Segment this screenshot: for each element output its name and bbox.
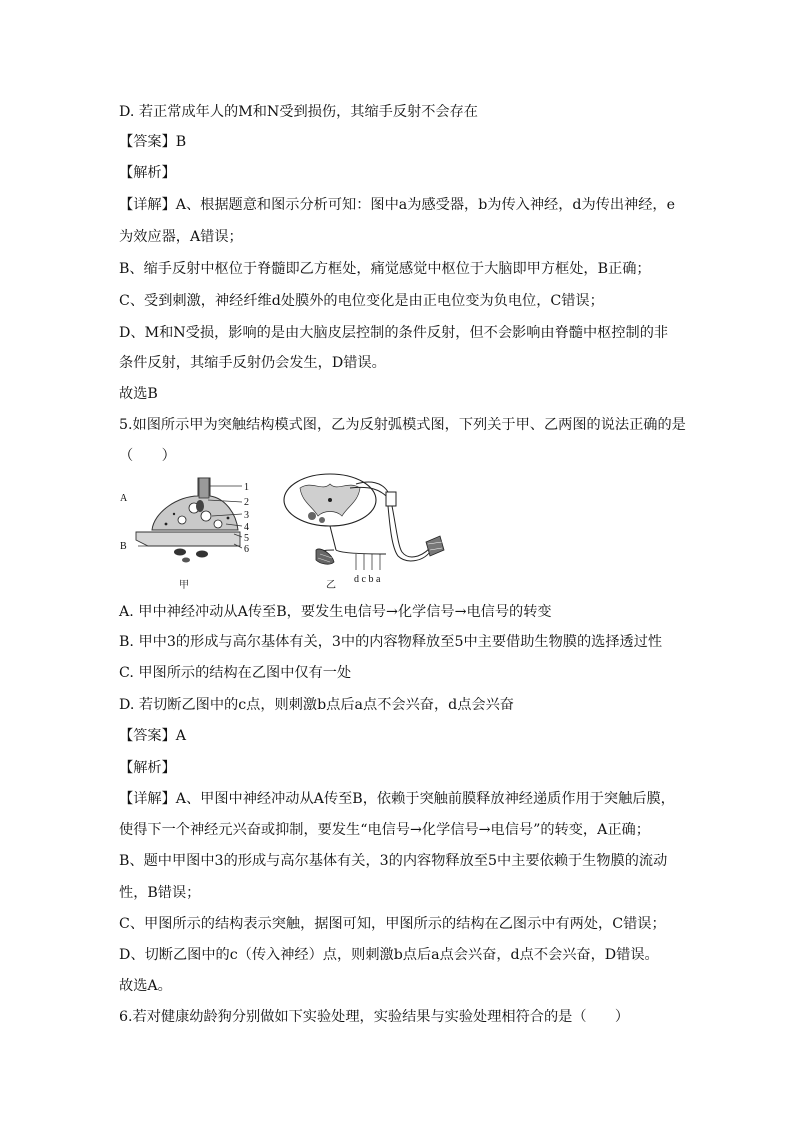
question-6-stem: 6.若对健康幼龄狗分别做如下实验处理，实验结果与实验处理相符合的是（ ） — [119, 1009, 630, 1025]
label-b: B — [120, 541, 127, 552]
explanation-line: C、甲图所示的结构表示突触，据图可知，甲图所示的结构在乙图示中有两处，C错误； — [119, 916, 666, 932]
option-d-previous: D. 若正常成年人的M和N受到损伤，其缩手反射不会存在 — [119, 104, 478, 120]
synapse-diagram-jia — [116, 472, 276, 592]
number-4: 4 — [244, 522, 249, 533]
number-2: 2 — [244, 497, 249, 508]
explanation-line: C、受到刺激，神经纤维d处膜外的电位变化是由正电位变为负电位，C错误； — [119, 293, 604, 309]
explanation-line: B、题中甲图中3的形成与高尔基体有关，3的内容物释放至5中主要依赖于生物膜的流动 — [119, 853, 668, 869]
number-5: 5 — [244, 533, 249, 544]
explanation-line: B、缩手反射中枢位于脊髓即乙方框处，痛觉感觉中枢位于大脑即甲方框处，B正确； — [119, 261, 651, 277]
explanation-line: 条件反射，其缩手反射仍会发生，D错误。 — [119, 355, 386, 371]
reflex-arc-diagram-yi — [278, 470, 448, 594]
option-d: D. 若切断乙图中的c点，则刺激b点后a点不会兴奋，d点会兴奋 — [119, 697, 514, 713]
caption-jia: 甲 — [179, 580, 189, 591]
conclusion-line: 故选A。 — [119, 978, 172, 994]
explanation-line: 使得下一个神经元兴奋或抑制，要发生“电信号→化学信号→电信号”的转变，A正确； — [119, 822, 650, 838]
label-a: A — [120, 493, 128, 504]
explanation-line: 性，B错误； — [119, 885, 201, 901]
explanation-line: 【详解】A、根据题意和图示分析可知：图中a为感受器，b为传入神经，d为传出神经，e — [119, 197, 676, 213]
conclusion-line: 故选B — [119, 386, 158, 402]
caption-yi: 乙 — [326, 580, 336, 591]
answer-label: 【答案】B — [119, 134, 187, 150]
explanation-line: D、切断乙图中的c（传入神经）点，则刺激b点后a点会兴奋，d点不会兴奋，D错误。 — [119, 947, 659, 963]
analysis-label: 【解析】 — [119, 165, 176, 181]
number-3: 3 — [244, 510, 249, 521]
option-b: B. 甲中3的形成与高尔基体有关，3中的内容物释放至5中主要借助生物膜的选择透过性 — [119, 634, 663, 650]
number-1: 1 — [244, 482, 249, 493]
question-5-bracket: （ ） — [119, 448, 176, 464]
analysis-label: 【解析】 — [119, 760, 176, 776]
option-a: A. 甲中神经冲动从A传至B，要发生电信号→化学信号→电信号的转变 — [119, 604, 552, 620]
answer-label: 【答案】A — [119, 728, 186, 744]
point-labels: d c b a — [354, 574, 381, 585]
question-5-stem: 5.如图所示甲为突触结构模式图，乙为反射弧模式图，下列关于甲、乙两图的说法正确的是 — [119, 417, 686, 433]
explanation-line: 【详解】A、甲图中神经冲动从A传至B，依赖于突触前膜释放神经递质作用于突触后膜， — [119, 791, 675, 807]
explanation-line: D、M和N受损，影响的是由大脑皮层控制的条件反射，但不会影响由脊髓中枢控制的非 — [119, 325, 669, 341]
option-c: C. 甲图所示的结构在乙图中仅有一处 — [119, 665, 352, 681]
explanation-line: 为效应器，A错误； — [119, 229, 243, 245]
number-6: 6 — [244, 544, 249, 555]
